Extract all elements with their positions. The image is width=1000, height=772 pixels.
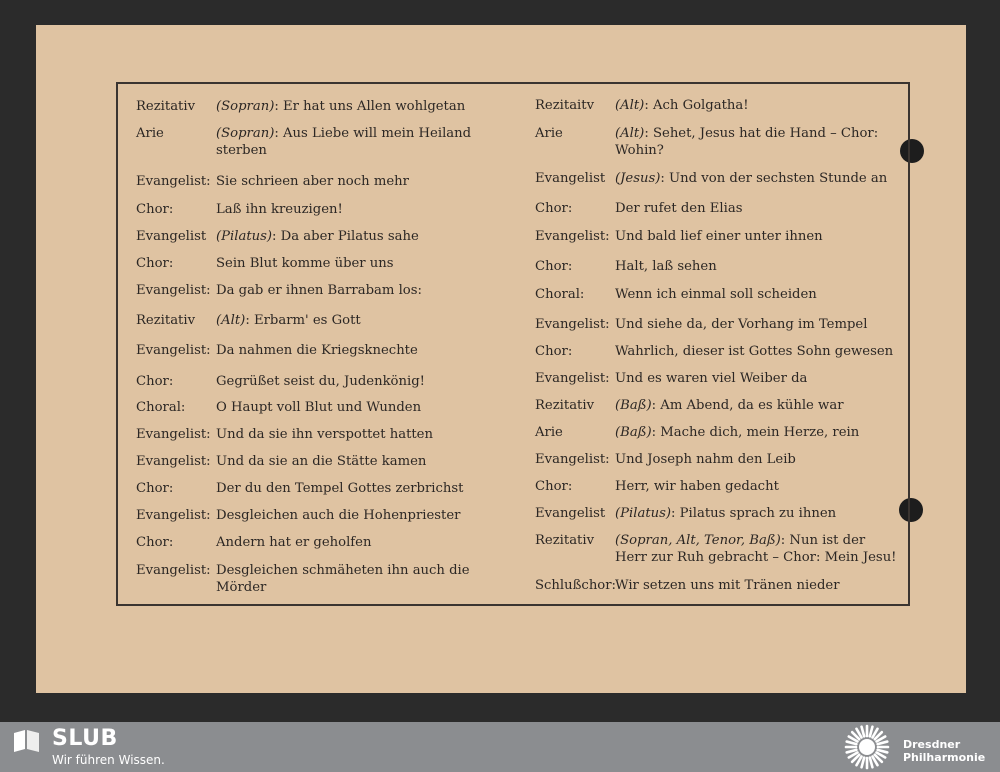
- entry-text: [615, 316, 897, 333]
- entry-title: : Am Abend, da es kühle war: [651, 398, 844, 413]
- entry-text: [615, 532, 897, 566]
- entry-role: Choral:: [535, 287, 585, 302]
- entry-title: Und siehe da, der Vorhang im Tempel: [615, 317, 868, 332]
- entry-voice: (Pilatus): [615, 506, 672, 521]
- entry-voice: (Baß): [615, 398, 652, 413]
- entry-text: [216, 453, 516, 470]
- entry-title: Und Joseph nahm den Leib: [615, 452, 796, 467]
- entry-role: Evangelist: [136, 229, 207, 244]
- entry-title: Und es waren viel Weiber da: [615, 371, 808, 386]
- philharmonie-name: [903, 738, 985, 764]
- entry-voice: (Sopran, Alt, Tenor, Baß): [615, 533, 781, 548]
- entry-title: O Haupt voll Blut und Wunden: [216, 400, 422, 415]
- entry-role: Arie: [535, 425, 563, 440]
- entry-text: [615, 228, 897, 245]
- entry-title: : Da aber Pilatus sahe: [272, 229, 419, 244]
- entry-title: : Ach Golgatha!: [644, 98, 749, 113]
- entry-role: Chor:: [136, 535, 174, 550]
- program-entry: [535, 577, 897, 613]
- entry-text: [615, 397, 897, 414]
- entry-role: Evangelist:: [535, 317, 610, 332]
- entry-text: [615, 125, 897, 159]
- philharmonie-name-line2: Philharmonie: [903, 751, 986, 764]
- slub-name: SLUB: [52, 726, 118, 751]
- entry-voice: (Pilatus): [216, 229, 273, 244]
- entry-role: Choral:: [136, 400, 186, 415]
- entry-title: Der du den Tempel Gottes zerbrichst: [216, 481, 464, 496]
- entry-role: Evangelist:: [136, 283, 211, 298]
- entry-title: Sein Blut komme über uns: [216, 256, 394, 271]
- entry-role: Chor:: [136, 481, 174, 496]
- entry-role: Evangelist:: [136, 343, 211, 358]
- entry-role: Rezitativ: [136, 99, 196, 114]
- entry-text: [615, 97, 897, 114]
- entry-title: Wenn ich einmal soll scheiden: [615, 287, 817, 302]
- entry-title: : Nun ist der Herr zur Ruh gebracht – Chor: Mein Jesu!: [615, 533, 897, 565]
- entry-title: : Und von der sechsten Stunde an: [660, 171, 888, 186]
- entry-text: [216, 507, 516, 524]
- entry-title: : Erbarm' es Gott: [245, 313, 361, 328]
- entry-title: Und da sie an die Stätte kamen: [216, 454, 427, 469]
- philharmonie-name-line1: Dresdner: [903, 738, 961, 751]
- entry-text: [216, 399, 516, 416]
- entry-role: Chor:: [535, 201, 573, 216]
- entry-title: Sie schrieen aber noch mehr: [216, 174, 409, 189]
- entry-role: Chor:: [535, 344, 573, 359]
- program-entry: [136, 562, 516, 598]
- entry-title: Da nahmen die Kriegsknechte: [216, 343, 418, 358]
- program-entry: [535, 125, 897, 161]
- entry-text: [216, 312, 516, 329]
- entry-voice: (Jesus): [615, 171, 661, 186]
- entry-text: [615, 451, 897, 468]
- entry-title: Wahrlich, dieser ist Gottes Sohn gewesen: [615, 344, 894, 359]
- entry-voice: (Sopran): [216, 99, 275, 114]
- entry-title: : Er hat uns Allen wohlgetan: [274, 99, 466, 114]
- entry-role: Evangelist: [535, 171, 606, 186]
- entry-title: Und da sie ihn verspottet hatten: [216, 427, 433, 442]
- entry-role: Rezitativ: [136, 313, 196, 328]
- entry-role: Evangelist: [535, 506, 606, 521]
- entry-title: Laß ihn kreuzigen!: [216, 202, 343, 217]
- entry-role: Evangelist:: [136, 563, 211, 578]
- entry-voice: (Sopran): [216, 126, 275, 141]
- entry-text: [216, 255, 516, 272]
- entry-title: Wir setzen uns mit Tränen nieder: [615, 578, 840, 593]
- entry-role: Arie: [136, 126, 164, 141]
- entry-role: Evangelist:: [535, 452, 610, 467]
- entry-role: Chor:: [136, 374, 174, 389]
- entry-role: Chor:: [535, 259, 573, 274]
- entry-role: Arie: [535, 126, 563, 141]
- entry-text: [615, 505, 897, 522]
- entry-text: [216, 201, 516, 218]
- entry-role: Rezitativ: [535, 398, 595, 413]
- entry-text: [216, 173, 516, 190]
- entry-text: [216, 282, 516, 299]
- philharmonie-sun-icon: [842, 723, 892, 771]
- entry-text: [615, 478, 897, 495]
- entry-text: [216, 228, 516, 245]
- slub-slogan: Wir führen Wissen.: [52, 753, 165, 767]
- slub-book-icon: [12, 729, 42, 753]
- entry-role: Evangelist:: [535, 371, 610, 386]
- entry-role: Evangelist:: [136, 508, 211, 523]
- entry-text: [615, 577, 897, 594]
- program-entry: [136, 125, 516, 161]
- entry-text: [216, 480, 516, 497]
- entry-text: [216, 125, 516, 159]
- entry-text: [216, 426, 516, 443]
- entry-role: Schlußchor:: [535, 578, 616, 593]
- entry-title: : Aus Liebe will mein Heiland sterben: [216, 126, 472, 158]
- entry-text: [615, 286, 897, 303]
- entry-role: Evangelist:: [535, 229, 610, 244]
- entry-title: : Mache dich, mein Herze, rein: [651, 425, 860, 440]
- entry-title: Und bald lief einer unter ihnen: [615, 229, 823, 244]
- entry-text: [615, 343, 897, 360]
- entry-text: [615, 200, 897, 217]
- entry-voice: (Alt): [615, 98, 645, 113]
- entry-text: [216, 373, 516, 390]
- entry-text: [216, 342, 516, 359]
- entry-voice: (Alt): [216, 313, 246, 328]
- entry-text: [216, 98, 516, 115]
- entry-role: Evangelist:: [136, 427, 211, 442]
- entry-role: Chor:: [535, 479, 573, 494]
- entry-role: Evangelist:: [136, 174, 211, 189]
- entry-voice: (Baß): [615, 425, 652, 440]
- entry-title: Der rufet den Elias: [615, 201, 743, 216]
- entry-title: Desgleichen auch die Hohenpriester: [216, 508, 461, 523]
- entry-text: [615, 258, 897, 275]
- entry-role: Rezitaitv: [535, 98, 595, 113]
- entry-title: Desgleichen schmäheten ihn auch die Mörder: [216, 563, 470, 595]
- entry-title: Herr, wir haben gedacht: [615, 479, 779, 494]
- entry-role: Chor:: [136, 202, 174, 217]
- entry-title: Andern hat er geholfen: [216, 535, 372, 550]
- entry-title: : Pilatus sprach zu ihnen: [671, 506, 837, 521]
- entry-title: Da gab er ihnen Barrabam los:: [216, 283, 422, 298]
- entry-role: Rezitativ: [535, 533, 595, 548]
- entry-role: Chor:: [136, 256, 174, 271]
- entry-text: [216, 534, 516, 551]
- program-entry: [535, 532, 897, 568]
- entry-role: Evangelist:: [136, 454, 211, 469]
- entry-text: [615, 370, 897, 387]
- entry-text: [615, 424, 897, 441]
- entry-text: [216, 562, 516, 596]
- entry-title: Gegrüßet seist du, Judenkönig!: [216, 374, 425, 389]
- entry-text: [615, 170, 897, 187]
- entry-voice: (Alt): [615, 126, 645, 141]
- entry-title: : Sehet, Jesus hat die Hand – Chor: Wohin?: [615, 126, 879, 158]
- entry-title: Halt, laß sehen: [615, 259, 717, 274]
